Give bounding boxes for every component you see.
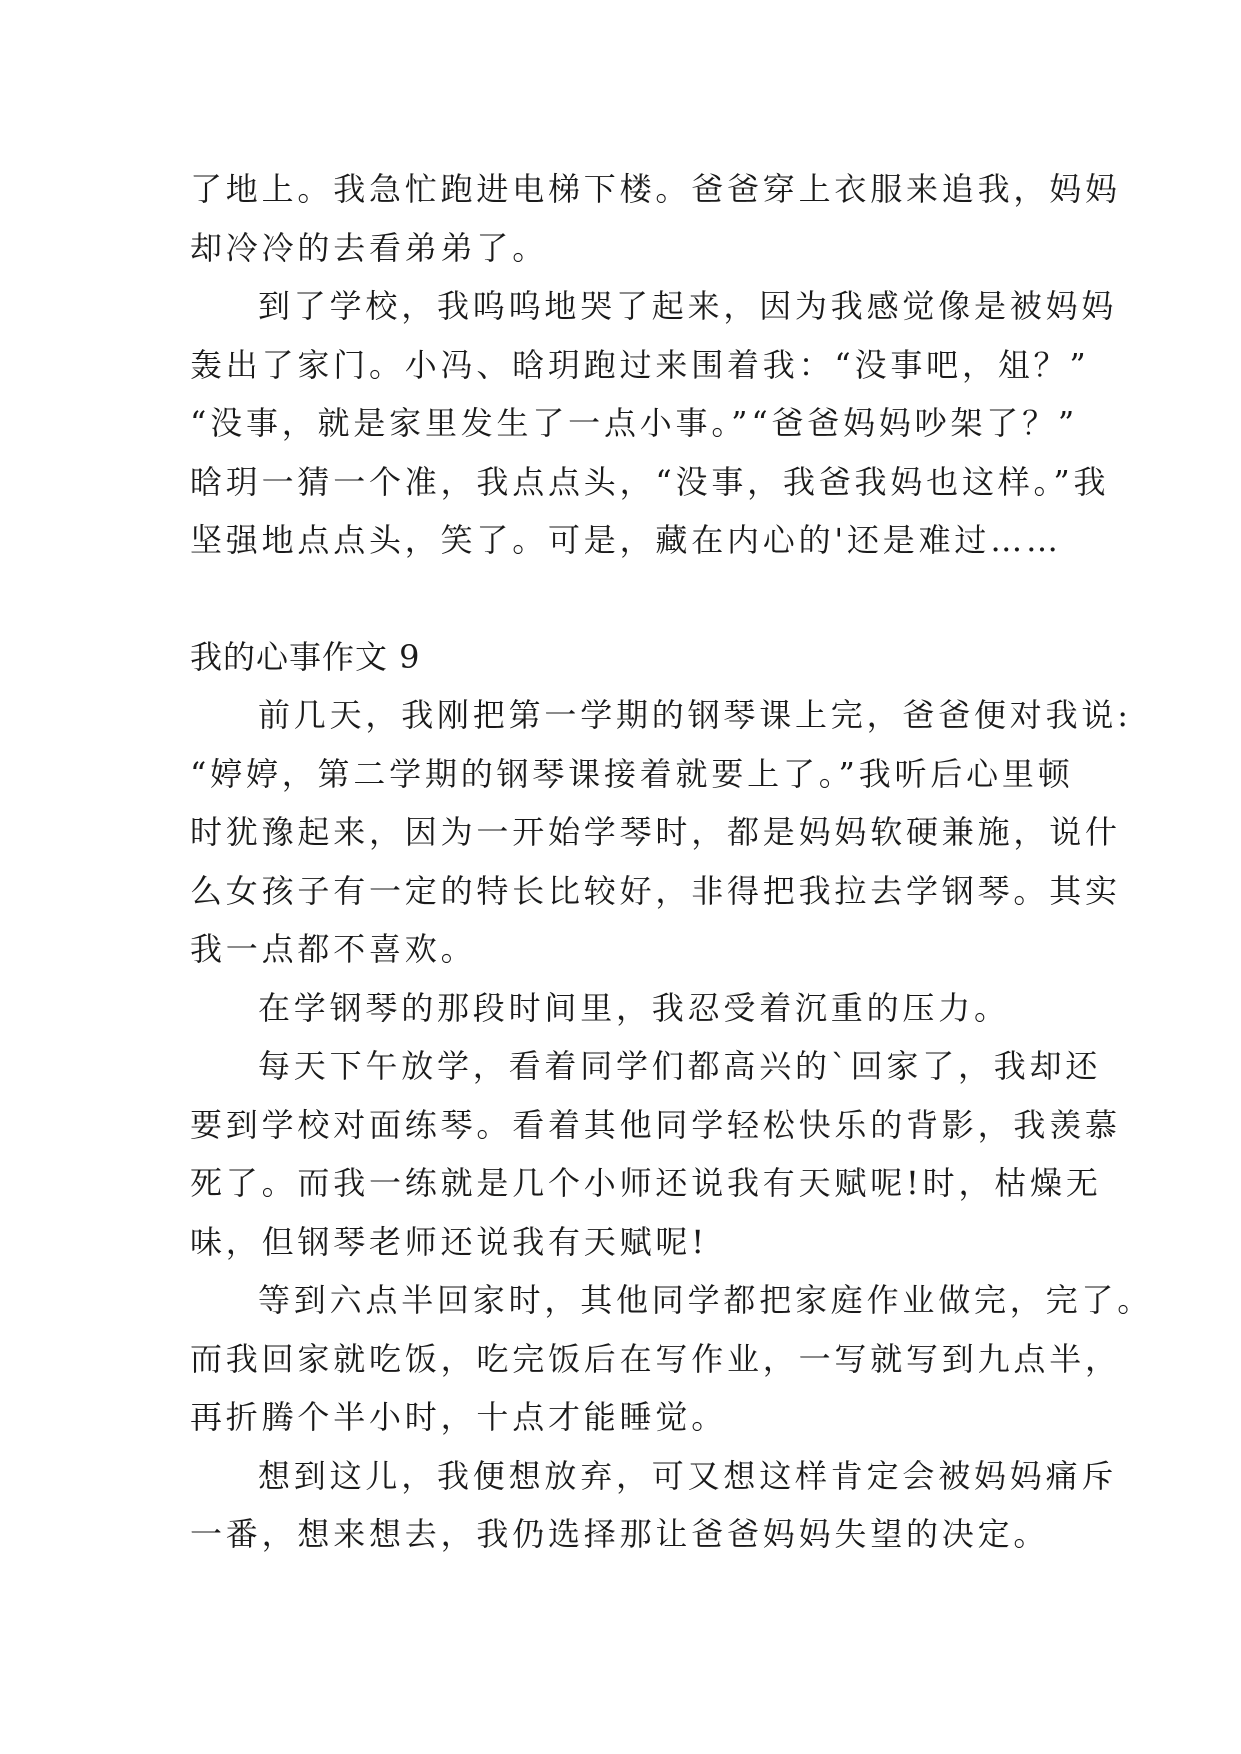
paragraph-decision <box>190 1447 1118 1564</box>
text-line: 轰出了家门。小冯、晗玥跑过来围着我：“没事吧，俎？” <box>190 345 1090 384</box>
document-page <box>190 160 1154 1564</box>
text-line: 在学钢琴的那段时间里，我忍受着沉重的压力。 <box>258 988 1010 1027</box>
text-line: 却冷冷的去看弟弟了。 <box>190 228 549 267</box>
text-line: 想到这儿，我便想放弃，可又想这样肯定会被妈妈痛斥 <box>258 1456 1118 1495</box>
text-line: “没事，就是家里发生了一点小事。”“爸爸妈妈吵架了？” <box>190 404 1079 442</box>
text-line: 到了学校，我呜呜地哭了起来，因为我感觉像是被妈妈 <box>258 287 1118 325</box>
paragraph-pressure <box>190 979 1052 1038</box>
text-line: 我一点都不喜欢。 <box>190 930 477 968</box>
text-line: 时犹豫起来，因为一开始学琴时，都是妈妈软硬兼施，说什 <box>190 813 1121 851</box>
section-gap <box>190 570 1052 628</box>
text-line: 而我回家就吃饭，吃完饭后在写作业，一写就写到九点半， <box>190 1339 1121 1378</box>
essay-heading: 我的心事作文 9 <box>190 637 421 676</box>
text-line: 再折腾个半小时，十点才能睡觉。 <box>190 1398 728 1436</box>
text-line: 要到学校对面练琴。看着其他同学轻松快乐的背影，我羡慕 <box>190 1105 1121 1144</box>
text-line: 么女孩子有一定的特长比较好，非得把我拉去学钢琴。其实 <box>190 871 1121 910</box>
text-line: 前几天，我刚把第一学期的钢琴课上完，爸爸便对我说: <box>258 696 1132 734</box>
text-line: “婷婷，第二学期的钢琴课接着就要上了。”我听后心里顿 <box>190 754 1074 793</box>
paragraph-evening <box>190 1271 1154 1447</box>
text-line: 了地上。我急忙跑进电梯下楼。爸爸穿上衣服来追我，妈妈 <box>190 170 1121 208</box>
text-line: 味，但钢琴老师还说我有天赋呢! <box>190 1222 708 1261</box>
text-line: 坚强地点点头，笑了。可是，藏在内心的'还是难过…… <box>190 521 1062 559</box>
text-line: 晗玥一猜一个准，我点点头，“没事，我爸我妈也这样。”我 <box>190 462 1110 501</box>
paragraph-continued <box>190 160 1121 277</box>
paragraph-piano-intro <box>190 686 1132 979</box>
text-line: 等到六点半回家时，其他同学都把家庭作业做完，完了。 <box>258 1281 1154 1319</box>
text-line: 死了。而我一练就是几个小师还说我有天赋呢!时，枯燥无 <box>190 1164 1102 1202</box>
paragraph-afterschool <box>190 1037 1121 1271</box>
paragraph-school <box>190 277 1118 570</box>
text-line: 一番，想来想去，我仍选择那让爸爸妈妈失望的决定。 <box>190 1515 1050 1553</box>
text-line: 每天下午放学，看着同学们都高兴的`回家了，我却还 <box>258 1047 1102 1085</box>
